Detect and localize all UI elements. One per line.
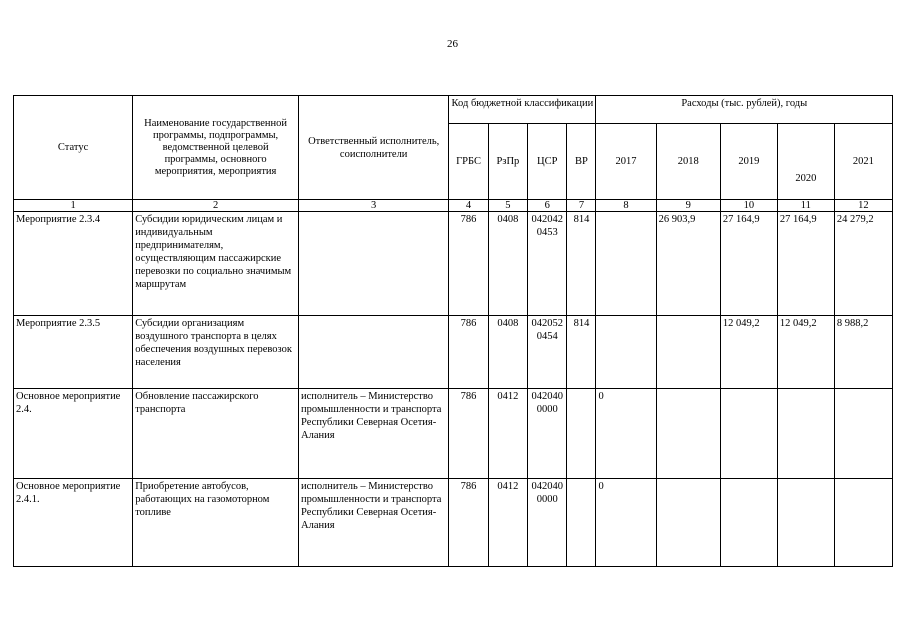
row-rzpr: 0412 (488, 479, 527, 567)
row-vr: 814 (567, 212, 596, 316)
header-status: Статус (14, 96, 133, 200)
table-row (14, 316, 893, 389)
header-csr: ЦСР (528, 124, 567, 200)
row-csr: 0420400000 (528, 389, 567, 479)
row-status: Основное мероприятие 2.4.1. (14, 479, 133, 567)
row-executor (299, 316, 449, 389)
row-2021 (834, 389, 892, 479)
row-2019 (720, 479, 777, 567)
row-status: Основное мероприятие 2.4. (14, 389, 133, 479)
row-rzpr: 0412 (488, 389, 527, 479)
row-name: Субсидии юридическим лицам и индивидуальным предпринимателям, осуществляющим пассажирские перевозки по социально значимым маршрутам (133, 212, 299, 316)
column-number: 9 (656, 200, 720, 212)
row-2021 (834, 479, 892, 567)
row-2020 (777, 389, 834, 479)
column-number: 12 (834, 200, 892, 212)
table-row (14, 389, 893, 479)
budget-table (13, 95, 893, 567)
header-2019: 2019 (720, 124, 777, 200)
column-number: 8 (596, 200, 656, 212)
column-number: 10 (720, 200, 777, 212)
row-grbs: 786 (449, 316, 488, 389)
row-2017: 0 (596, 479, 656, 567)
row-vr: 814 (567, 316, 596, 389)
row-name: Обновление пассажирского транспорта (133, 389, 299, 479)
header-executor: Ответственный исполнитель, соисполнители (299, 96, 449, 200)
row-2020: 27 164,9 (777, 212, 834, 316)
row-name: Приобретение автобусов, работающих на газомоторном топливе (133, 479, 299, 567)
row-csr: 0420400000 (528, 479, 567, 567)
row-grbs: 786 (449, 389, 488, 479)
row-2018 (656, 389, 720, 479)
row-rzpr: 0408 (488, 212, 527, 316)
row-rzpr: 0408 (488, 316, 527, 389)
row-2021: 8 988,2 (834, 316, 892, 389)
row-status: Мероприятие 2.3.5 (14, 316, 133, 389)
header-2021: 2021 (834, 124, 892, 200)
row-2019: 27 164,9 (720, 212, 777, 316)
row-grbs: 786 (449, 212, 488, 316)
row-2018 (656, 479, 720, 567)
row-executor: исполнитель – Министерство промышленности и транспорта Республики Северная Осетия-Алания (299, 479, 449, 567)
row-2019 (720, 389, 777, 479)
column-number: 7 (567, 200, 596, 212)
column-number: 6 (528, 200, 567, 212)
row-2018: 26 903,9 (656, 212, 720, 316)
column-number: 1 (14, 200, 133, 212)
row-grbs: 786 (449, 479, 488, 567)
table-row (14, 479, 893, 567)
row-csr: 0420420453 (528, 212, 567, 316)
column-number: 3 (299, 200, 449, 212)
header-budget-code: Код бюджетной классификации (449, 96, 596, 124)
row-executor (299, 212, 449, 316)
row-executor: исполнитель – Министерство промышленности и транспорта Республики Северная Осетия-Алания (299, 389, 449, 479)
column-number: 11 (777, 200, 834, 212)
header-2017: 2017 (596, 124, 656, 200)
header-grbs: ГРБС (449, 124, 488, 200)
header-vr: ВР (567, 124, 596, 200)
row-2017 (596, 212, 656, 316)
row-status: Мероприятие 2.3.4 (14, 212, 133, 316)
header-name: Наименование государственной программы, подпрограммы, ведомственной целевой программы, основного мероприятия, мероприятия (133, 96, 299, 200)
page-number: 26 (447, 38, 458, 50)
row-2018 (656, 316, 720, 389)
row-2019: 12 049,2 (720, 316, 777, 389)
table-row (14, 212, 893, 316)
header-rzpr: РзПр (488, 124, 527, 200)
row-name: Субсидии организациям воздушного транспорта в целях обеспечения воздушных перевозок населения (133, 316, 299, 389)
row-vr (567, 389, 596, 479)
column-number: 5 (488, 200, 527, 212)
row-2017 (596, 316, 656, 389)
column-number: 2 (133, 200, 299, 212)
header-2020: 2020 (777, 124, 834, 200)
row-2021: 24 279,2 (834, 212, 892, 316)
row-2017: 0 (596, 389, 656, 479)
row-2020 (777, 479, 834, 567)
column-number: 4 (449, 200, 488, 212)
header-expenses: Расходы (тыс. рублей), годы (596, 96, 893, 124)
row-vr (567, 479, 596, 567)
row-2020: 12 049,2 (777, 316, 834, 389)
row-csr: 0420520454 (528, 316, 567, 389)
header-2018: 2018 (656, 124, 720, 200)
